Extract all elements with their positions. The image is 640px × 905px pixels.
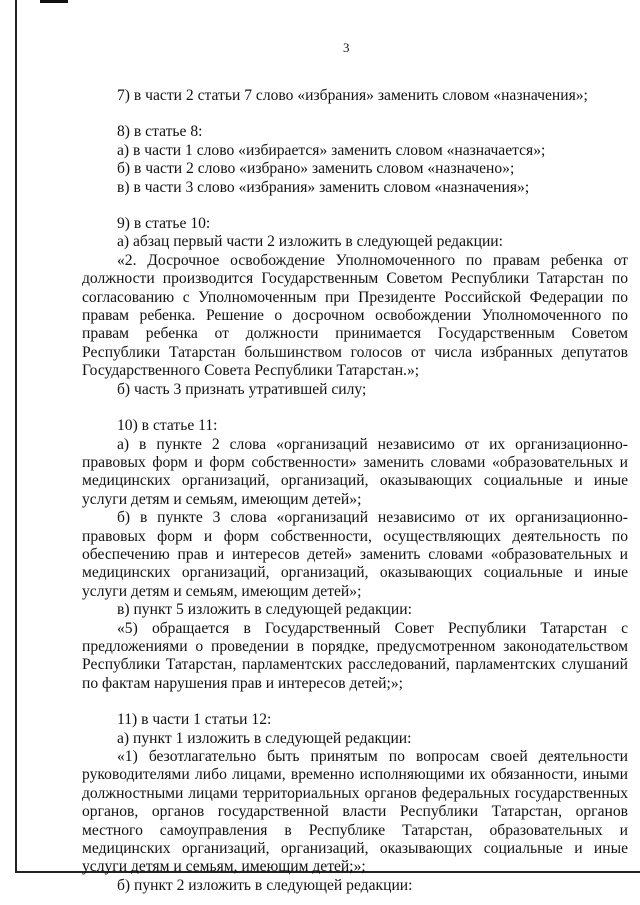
section-7 <box>82 87 628 105</box>
section-gap <box>82 693 628 711</box>
paragraph: б) пункт 2 изложить в следующей редакции: <box>117 876 413 894</box>
paragraph: а) пункт 1 изложить в следующей редакции: <box>117 729 412 747</box>
section-gap <box>82 105 628 123</box>
document-body <box>82 87 628 895</box>
scan-top-mark <box>40 0 68 3</box>
paragraph: 10) в статье 11: <box>117 417 218 435</box>
section-gap <box>82 197 628 215</box>
paragraph: а) в части 1 слово «избирается» заменить словом «назначается»; <box>117 141 546 159</box>
scan-left-border <box>15 0 17 872</box>
paragraph: б) в части 2 слово «избрано» заменить словом «назначено»; <box>117 160 515 178</box>
paragraph: а) абзац первый части 2 изложить в следующей редакции: <box>117 233 503 251</box>
paragraph: а) в пункте 2 слова «организаций независимо от их организационно-правовых форм и форм собственности» заменить словами «образовательных и медицинских организаций, организаций, оказывающих социальные и иные услуги детям и семьям, имеющим детей»; <box>82 435 628 508</box>
paragraph: «5) обращается в Государственный Совет Республики Татарстан с предложениями о проведении в порядке, предусмотренном законодательством Республики Татарстан, парламентских расследований, парламентских слушаний по фактам нарушения прав и интересов детей;»; <box>82 619 628 692</box>
paragraph: б) часть 3 признать утратившей силу; <box>117 380 367 398</box>
paragraph: 7) в части 2 статьи 7 слово «избрания» заменить словом «назначения»; <box>117 87 588 104</box>
paragraph: б) в пункте 3 слова «организаций независимо от их организационно-правовых форм и форм собственности, осуществляющих деятельность по обеспечению прав и интересов детей» заменить словами «образовательных и медицинских организаций, организаций, оказывающих социальные и иные услуги детям и семьям, имеющим детей»; <box>82 509 628 600</box>
paragraph: «1) безотлагательно быть принятым по вопросам своей деятельности руководителями либо лицами, временно исполняющими их обязанности, иными должностными лицами территориальных органов федеральных государственных органов, органов государственной власти Республики Татарстан, органов местного самоуправления в Республике Татарстан, образовательных и медицинских организаций, организаций, оказывающих социальные и иные услуги детям и семьям, имеющим детей;»; <box>82 748 628 876</box>
section-11 <box>82 711 628 895</box>
page-number: 3 <box>343 40 350 55</box>
paragraph: 9) в статье 10: <box>117 215 211 233</box>
paragraph: 11) в части 1 статьи 12: <box>117 711 272 729</box>
section-gap <box>82 399 628 417</box>
section-8 <box>82 123 628 197</box>
paragraph: «2. Досрочное освобождение Уполномоченного по правам ребенка от должности производится Государственным Советом Республики Татарстан по согласованию с Уполномоченным при Президенте Российской Федерации по правам ребенка. Решение о досрочном освобождении Уполномоченного по правам ребенка от должности принимается Государственным Советом Республики Татарстан большинством голосов от числа избранных депутатов Государственного Совета Республики Татарстан.»; <box>82 251 628 380</box>
paragraph: в) пункт 5 изложить в следующей редакции: <box>117 601 412 619</box>
paragraph: в) в части 3 слово «избрания» заменить словом «назначения»; <box>117 178 530 196</box>
section-10 <box>82 417 628 693</box>
section-9 <box>82 215 628 399</box>
paragraph: 8) в статье 8: <box>117 123 203 141</box>
